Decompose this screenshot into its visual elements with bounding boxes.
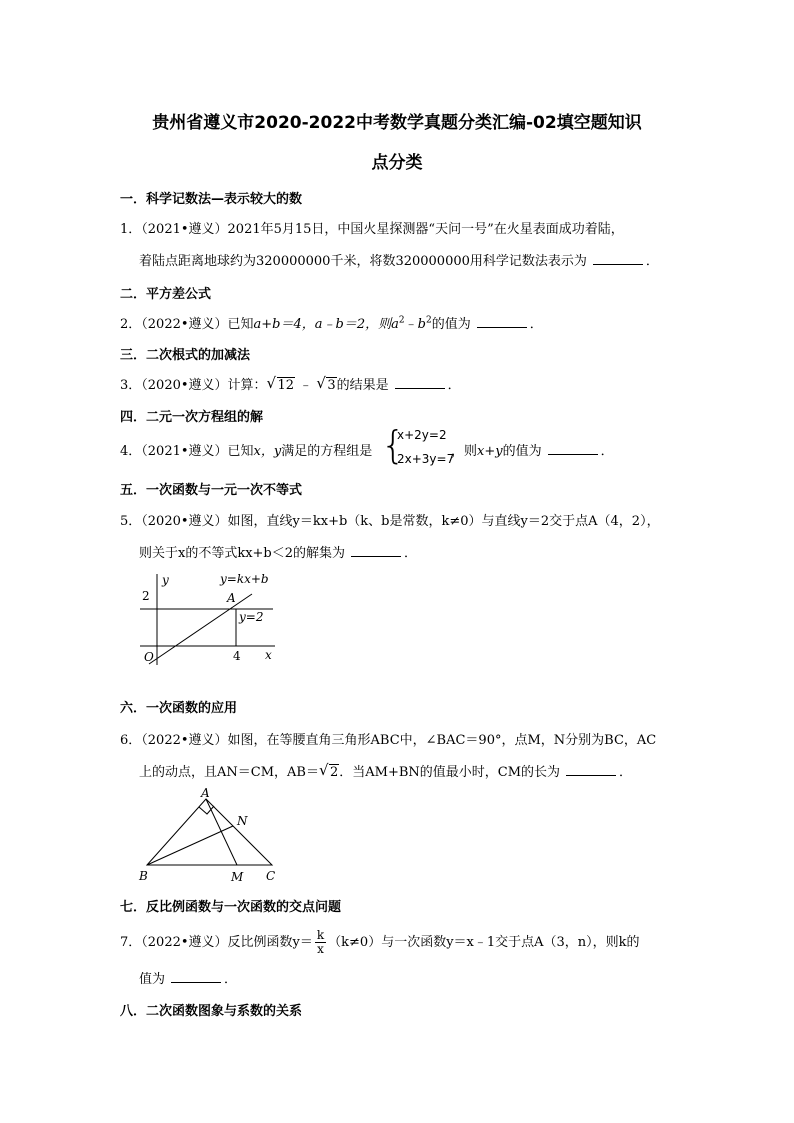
section-heading: 二．平方差公式	[120, 287, 212, 302]
segment-am	[206, 799, 237, 865]
period: ．	[619, 765, 633, 780]
question-7-line-2: 值为 ．	[139, 972, 238, 987]
radical-sign-icon: √	[316, 374, 326, 392]
minus-sign: ﹣	[295, 378, 317, 393]
function-graph-figure	[135, 568, 285, 668]
question-4-target: x+y	[477, 444, 503, 459]
answer-blank	[477, 316, 527, 328]
answer-blank	[351, 545, 401, 557]
exponent: 2	[398, 315, 405, 326]
section-heading: 四．二元一次方程组的解	[120, 410, 264, 425]
y-tick-label: 2	[142, 589, 150, 603]
vertex-c-label: C	[266, 869, 276, 883]
sqrt-2: √ 2	[318, 761, 339, 780]
sqrt-12: √ 12	[266, 374, 295, 393]
question-6-line-1: 6．（2022•遵义）如图，在等腰直角三角形ABC中，∠BAC＝90°，点M，N分别为BC，AC	[120, 733, 657, 748]
question-1-line-2	[139, 250, 659, 269]
question-2	[120, 313, 543, 332]
brace-icon: {	[381, 423, 406, 467]
hline-label: y=2	[239, 610, 264, 624]
question-5-line-2: 则关于x的不等式kx+b＜2的解集为 ．	[139, 546, 418, 561]
period: ．	[645, 254, 659, 269]
page-title: 贵州省遵义市2020-2022中考数学真题分类汇编-02填空题知识	[152, 113, 642, 133]
section-heading: 七．反比例函数与一次函数的交点问题	[120, 900, 342, 915]
answer-blank	[171, 971, 221, 983]
triangle-abc	[147, 799, 272, 865]
period: ．	[600, 444, 614, 459]
question-2-condition: a+b＝4，a﹣b＝2，则	[253, 317, 392, 332]
vertex-b-label: B	[139, 869, 148, 883]
period: ．	[224, 972, 238, 987]
x-tick-label: 4	[233, 649, 241, 663]
exponent: 2	[425, 315, 432, 326]
period: ．	[529, 317, 543, 332]
page-title-continued: 点分类	[371, 153, 423, 173]
period: ．	[404, 546, 418, 561]
section-heading: 一．科学记数法—表示较大的数	[120, 192, 303, 207]
question-3-prefix: 3．（2020•遵义）计算：	[120, 378, 267, 393]
x-axis-label: x	[265, 648, 272, 662]
question-2-var-b: b	[417, 317, 426, 332]
right-angle-mark-icon	[199, 806, 214, 814]
radical-sign-icon: √	[266, 374, 277, 392]
radical-sign-icon: √	[318, 761, 329, 779]
question-4-vars: x，y	[253, 444, 282, 459]
answer-blank	[566, 764, 616, 776]
question-7-line-1: 7．（2022•遵义）反比例函数y＝ $\frac{k}{x}$ （k≠0）与一次函数y＝x﹣1交于点A（3，n），则k的	[120, 928, 640, 956]
answer-blank	[548, 443, 598, 455]
section-heading: 八．二次函数图象与系数的关系	[120, 1004, 303, 1019]
origin-label: O	[144, 650, 154, 664]
point-a-label: A	[227, 591, 236, 605]
equation-2: 2x+3y=7	[397, 452, 455, 466]
question-1-text: 着陆点距离地球约为320000000千米，将数320000000用科学记数法表示为	[139, 254, 587, 269]
question-2-suffix: 的值为	[431, 317, 471, 332]
vertex-a-label: A	[201, 786, 210, 800]
point-n-label: N	[237, 814, 248, 828]
question-3	[120, 374, 461, 393]
question-2-prefix: 2．（2022•遵义）已知	[120, 317, 254, 332]
question-1-line-1: 1．（2021•遵义）2021年5月15日，中国火星探测器“天问一号”在火星表面成功着陆，	[120, 222, 624, 237]
question-3-suffix: 的结果是	[336, 378, 389, 393]
fraction-k-over-x: $\frac{k}{x}$	[316, 928, 325, 956]
equation-1: x+2y=2	[397, 428, 447, 442]
line-label: y=kx+b	[220, 572, 269, 586]
section-heading: 六．一次函数的应用	[120, 701, 238, 716]
question-6-line-2: 上的动点，且AN＝CM，AB＝ √ 2．当AM+BN的值最小时，CM的长为 ．	[139, 761, 633, 780]
answer-blank	[395, 377, 445, 389]
minus-sign: ﹣	[404, 317, 418, 332]
answer-blank	[593, 253, 643, 265]
section-heading: 三．二次根式的加减法	[120, 348, 251, 363]
question-4-suffix: ，则x+y的值为 ．	[451, 444, 614, 459]
period: ．	[447, 378, 461, 393]
question-2-var-a: a	[391, 317, 399, 332]
point-m-label: M	[231, 870, 244, 884]
question-4-prefix: 4．（2021•遵义）已知x，y满足的方程组是	[120, 444, 373, 459]
y-axis-label: y	[162, 573, 169, 587]
segment-bn	[147, 826, 233, 865]
triangle-figure	[135, 784, 285, 884]
question-5-line-1: 5．（2020•遵义）如图，直线y＝kx+b（k、b是常数，k≠0）与直线y＝2交于点A（4，2），	[120, 514, 660, 529]
section-heading: 五．一次函数与一元一次不等式	[120, 483, 303, 498]
sqrt-3: √ 3	[316, 374, 336, 393]
